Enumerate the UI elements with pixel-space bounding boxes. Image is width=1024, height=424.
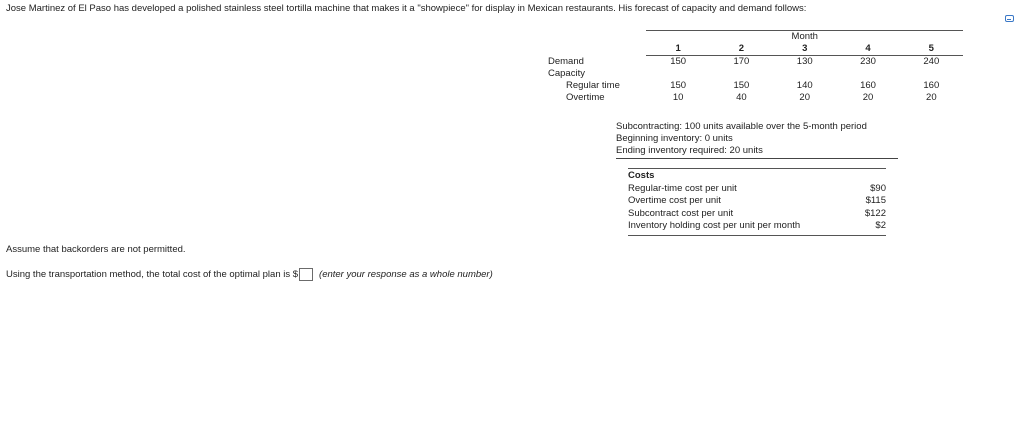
beginning-inventory-note: Beginning inventory: 0 units	[616, 133, 733, 144]
row-label-regular-time: Regular time	[566, 80, 620, 91]
question-text: Using the transportation method, the total cost of the optimal plan is $	[6, 269, 299, 280]
month-header: Month	[646, 31, 963, 44]
cost-value: $115	[865, 195, 886, 206]
month-2-header: 2	[710, 43, 773, 56]
subcontracting-note: Subcontracting: 100 units available over the 5-month period	[616, 121, 867, 132]
copy-icon[interactable]	[1005, 15, 1014, 22]
month-5-header: 5	[900, 43, 963, 56]
row-label-demand: Demand	[548, 55, 584, 67]
table-cell: 240	[923, 56, 940, 67]
table-cell: 40	[736, 92, 747, 103]
cost-value: $122	[864, 207, 886, 219]
backorder-assumption: Assume that backorders are not permitted.	[6, 244, 186, 255]
question-line	[6, 268, 493, 281]
table-row	[548, 92, 963, 104]
table-cell: 20	[799, 92, 810, 103]
cost-row	[628, 195, 886, 208]
cost-label: Inventory holding cost per unit per month	[628, 220, 801, 231]
table-row	[548, 56, 963, 69]
answer-hint: (enter your response as a whole number)	[319, 269, 493, 280]
row-label-overtime: Overtime	[566, 92, 605, 103]
costs-table	[628, 168, 886, 236]
answer-input[interactable]	[299, 268, 313, 281]
table-cell: 20	[926, 92, 937, 103]
cost-value: $2	[875, 220, 886, 231]
problem-statement: Jose Martinez of El Paso has developed a polished stainless steel tortilla machine that makes it a "showpiece" for display in Mexican restaurants. His forecast of capacity and demand follows:	[6, 3, 807, 14]
cost-row	[628, 208, 886, 221]
table-cell: 170	[733, 56, 750, 67]
table-cell: 150	[733, 80, 750, 91]
month-1-header: 1	[646, 43, 709, 56]
cost-label: Overtime cost per unit	[628, 195, 721, 206]
table-cell: 140	[796, 80, 813, 91]
cost-value: $90	[870, 182, 886, 194]
month-3-header: 3	[773, 43, 836, 56]
table-cell: 10	[672, 92, 684, 103]
cost-row	[628, 183, 886, 196]
cost-row	[628, 220, 886, 233]
table-cell: 230	[860, 56, 876, 67]
month-4-header: 4	[836, 43, 899, 56]
table-cell: 160	[860, 80, 876, 91]
cost-label: Regular-time cost per unit	[628, 182, 737, 194]
supply-notes	[616, 121, 898, 159]
table-cell: 20	[862, 92, 874, 103]
table-cell: 150	[670, 56, 687, 67]
table-cell: 150	[670, 80, 687, 91]
costs-title: Costs	[628, 170, 655, 181]
table-cell: 160	[923, 80, 940, 91]
table-row	[548, 68, 963, 80]
cost-label: Subcontract cost per unit	[628, 207, 734, 219]
table-row	[548, 80, 963, 92]
row-label-capacity: Capacity	[548, 68, 585, 79]
table-cell: 130	[796, 56, 813, 67]
ending-inventory-note: Ending inventory required: 20 units	[616, 145, 763, 156]
capacity-demand-table	[548, 30, 963, 104]
